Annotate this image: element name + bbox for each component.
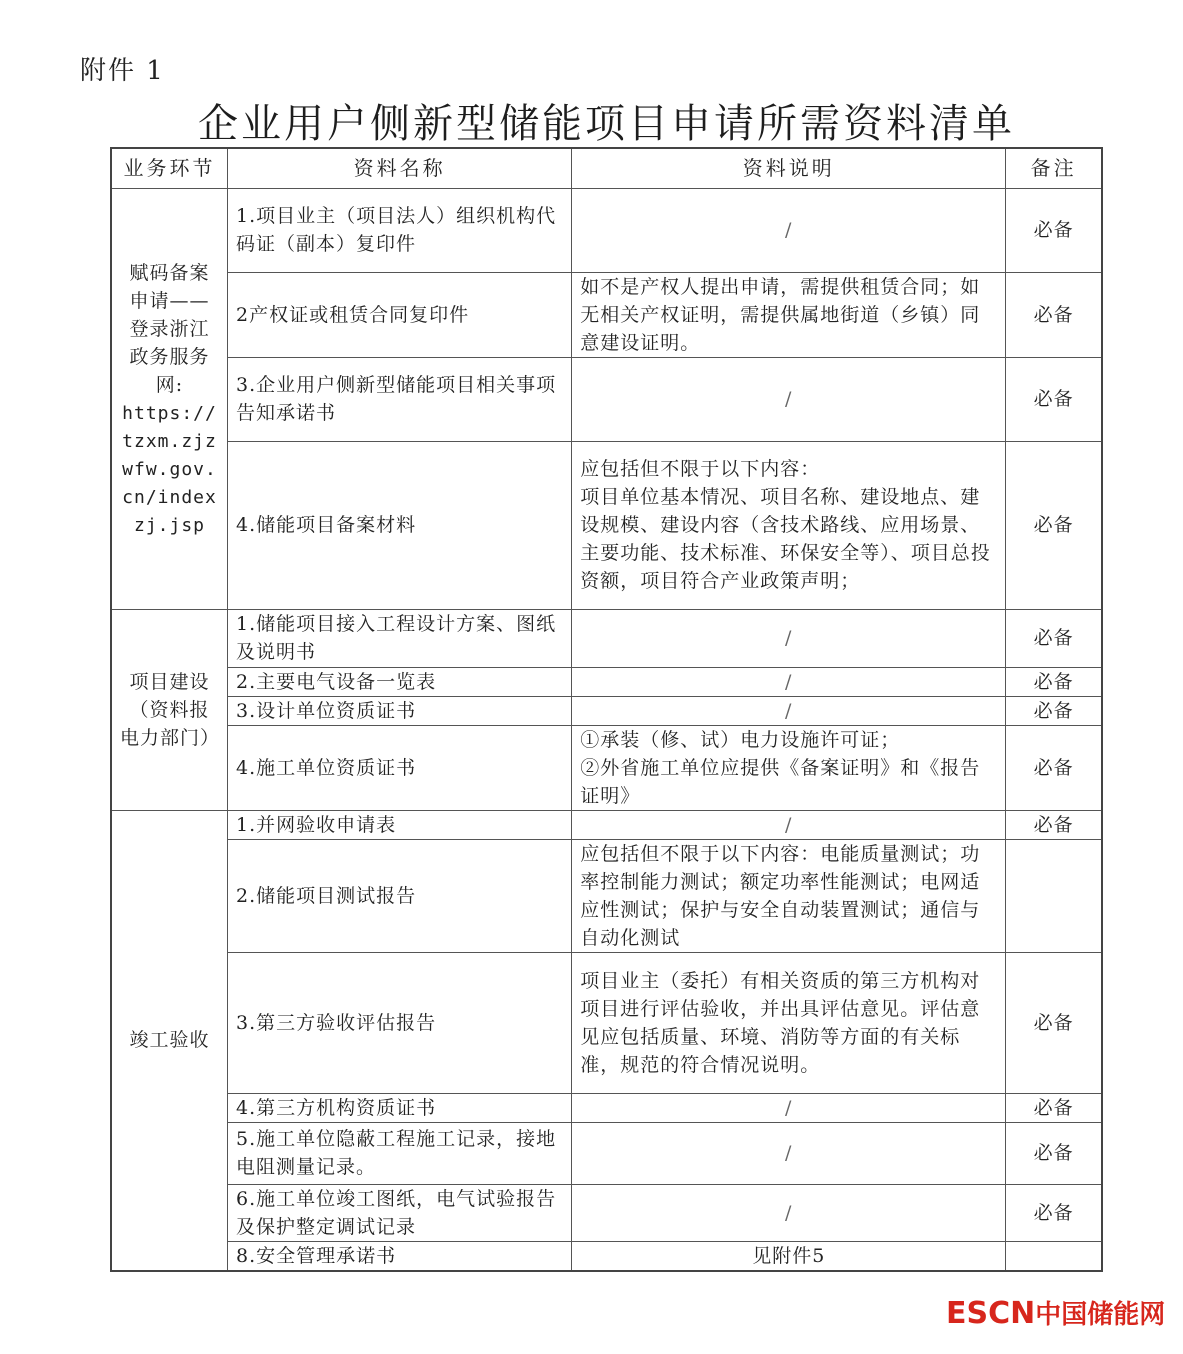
table-row <box>111 357 1102 441</box>
material-name: 4.储能项目备案材料 <box>228 441 572 609</box>
table-row <box>111 1093 1102 1122</box>
material-description: 应包括但不限于以下内容： 项目单位基本情况、项目名称、建设地点、建设规模、建设内容（含技术路线、应用场景、主要功能、技术标准、环保安全等）、项目总投资额，项目符合产业政策声明； <box>572 441 1006 609</box>
material-description: / <box>572 188 1006 272</box>
material-description: / <box>572 810 1006 839</box>
material-name: 5.施工单位隐蔽工程施工记录，接地电阻测量记录。 <box>228 1122 572 1184</box>
table-row <box>111 272 1102 357</box>
table-row <box>111 839 1102 952</box>
material-name: 2.储能项目测试报告 <box>228 839 572 952</box>
stage-label: 项目建设（资料报电力部门） <box>120 670 221 749</box>
material-note: 必备 <box>1006 357 1102 441</box>
stage-cell <box>111 609 228 810</box>
stage-label: 竣工验收 <box>129 1029 210 1051</box>
material-name: 3.设计单位资质证书 <box>228 696 572 725</box>
material-description: / <box>572 696 1006 725</box>
material-note: 必备 <box>1006 952 1102 1093</box>
stage-label: 赋码备案申请——登录浙江政务服务网: <box>129 261 210 396</box>
material-note <box>1006 839 1102 952</box>
material-description: / <box>572 1122 1006 1184</box>
table-row <box>111 696 1102 725</box>
material-note: 必备 <box>1006 441 1102 609</box>
table-row <box>111 667 1102 696</box>
material-description: / <box>572 667 1006 696</box>
material-note: 必备 <box>1006 609 1102 667</box>
material-name: 6.施工单位竣工图纸，电气试验报告及保护整定调试记录 <box>228 1184 572 1241</box>
material-name: 1.储能项目接入工程设计方案、图纸及说明书 <box>228 609 572 667</box>
material-description: / <box>572 357 1006 441</box>
material-note: 必备 <box>1006 725 1102 810</box>
stage-url[interactable]: https://tzxm.zjzwfw.gov.cn/indexzj.jsp <box>122 402 217 536</box>
header-note: 备注 <box>1006 148 1102 188</box>
table-row <box>111 952 1102 1093</box>
table-row <box>111 188 1102 272</box>
material-name: 4.施工单位资质证书 <box>228 725 572 810</box>
stage-cell <box>111 188 228 609</box>
material-name: 1.并网验收申请表 <box>228 810 572 839</box>
table-row <box>111 1241 1102 1271</box>
table-header-row <box>111 148 1102 188</box>
material-name: 2.主要电气设备一览表 <box>228 667 572 696</box>
stage-cell <box>111 810 228 1271</box>
attachment-label: 附件 1 <box>80 56 165 86</box>
table-row <box>111 725 1102 810</box>
material-note: 必备 <box>1006 1122 1102 1184</box>
header-name: 资料名称 <box>228 148 572 188</box>
material-description: / <box>572 1093 1006 1122</box>
table-row <box>111 609 1102 667</box>
material-name: 1.项目业主（项目法人）组织机构代码证（副本）复印件 <box>228 188 572 272</box>
table-row <box>111 810 1102 839</box>
material-name: 8.安全管理承诺书 <box>228 1241 572 1271</box>
header-stage: 业务环节 <box>111 148 228 188</box>
material-note: 必备 <box>1006 188 1102 272</box>
material-name: 3.第三方验收评估报告 <box>228 952 572 1093</box>
document-title: 企业用户侧新型储能项目申请所需资料清单 <box>198 101 1015 147</box>
table-row <box>111 1184 1102 1241</box>
logo-brand: ESCN <box>946 1296 1036 1331</box>
material-name: 4.第三方机构资质证书 <box>228 1093 572 1122</box>
material-name: 2产权证或租赁合同复印件 <box>228 272 572 357</box>
table-row <box>111 441 1102 609</box>
header-description: 资料说明 <box>572 148 1006 188</box>
material-note: 必备 <box>1006 272 1102 357</box>
escn-watermark-logo <box>946 1294 1165 1331</box>
material-description: 项目业主（委托）有相关资质的第三方机构对项目进行评估验收，并出具评估意见。评估意见应包括质量、环境、消防等方面的有关标准，规范的符合情况说明。 <box>572 952 1006 1093</box>
material-note: 必备 <box>1006 1093 1102 1122</box>
logo-site: 中国储能网 <box>1035 1300 1166 1330</box>
material-note: 必备 <box>1006 810 1102 839</box>
material-description: / <box>572 1184 1006 1241</box>
material-note: 必备 <box>1006 696 1102 725</box>
material-description: ①承装（修、试）电力设施许可证； ②外省施工单位应提供《备案证明》和《报告证明》 <box>572 725 1006 810</box>
material-description: 应包括但不限于以下内容：电能质量测试；功率控制能力测试；额定功率性能测试；电网适应性测试；保护与安全自动装置测试；通信与自动化测试 <box>572 839 1006 952</box>
material-note <box>1006 1241 1102 1271</box>
table-row <box>111 1122 1102 1184</box>
materials-table <box>110 147 1103 1272</box>
material-description: 见附件5 <box>572 1241 1006 1271</box>
material-description: 如不是产权人提出申请，需提供租赁合同；如无相关产权证明，需提供属地街道（乡镇）同意建设证明。 <box>572 272 1006 357</box>
material-note: 必备 <box>1006 667 1102 696</box>
material-name: 3.企业用户侧新型储能项目相关事项告知承诺书 <box>228 357 572 441</box>
material-note: 必备 <box>1006 1184 1102 1241</box>
material-description: / <box>572 609 1006 667</box>
